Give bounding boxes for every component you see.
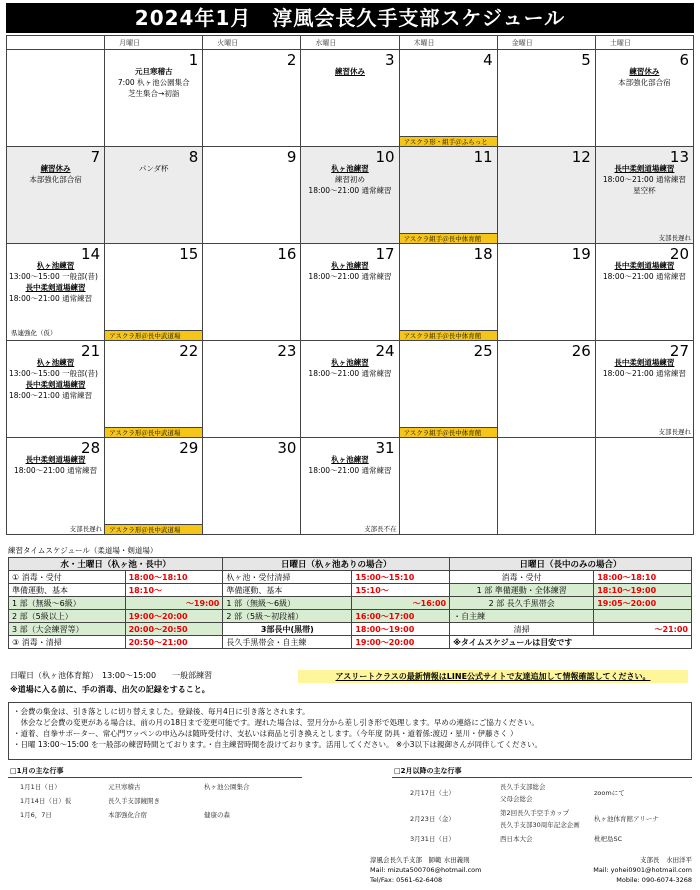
calendar-day-cell[interactable] — [399, 50, 497, 147]
cell-line: 長中柔剣道場練習 — [25, 455, 86, 464]
calendar-day-cell[interactable] — [301, 438, 399, 535]
weekday-header — [7, 36, 105, 50]
cell-events — [303, 66, 396, 77]
info-box — [8, 702, 692, 760]
schedule-label: 消毒・受付 — [450, 571, 594, 584]
calendar-day-cell[interactable] — [7, 438, 105, 535]
cell-line: 杁ヶ池練習 — [331, 164, 369, 173]
event-cell: 本部強化合宿 — [108, 811, 147, 819]
info-line: ・会費の集金は、引き落としに切り替えました。登録後、毎月4日に引き落とされます。 — [13, 707, 310, 716]
cell-footnote: 支部長遅れ — [658, 428, 691, 436]
day-number: 28 — [81, 439, 101, 457]
sunday-note: 日曜日（杁ヶ池体育館） 13:00～15:00 一般部練習 — [10, 671, 213, 680]
cell-line: 本部強化部合宿 — [618, 78, 671, 87]
calendar-day-cell[interactable] — [497, 50, 595, 147]
hygiene-note: ※道場に入る前に、手の消毒、出欠の記録をすること。 — [10, 685, 210, 694]
day-number: 23 — [277, 342, 297, 360]
calendar-day-cell[interactable] — [595, 147, 693, 244]
athlete-class-bar: アスクラ形・組手＠ふらっと — [400, 136, 497, 146]
calendar-day-cell[interactable] — [105, 438, 203, 535]
calendar-day-cell[interactable] — [203, 147, 301, 244]
weekday-header: 水曜日 — [301, 36, 399, 50]
day-number: 26 — [571, 342, 591, 360]
calendar-table — [6, 35, 694, 535]
cell-line: 長中柔剣道場練習 — [614, 164, 675, 173]
cell-line: 杁ヶ池練習 — [36, 358, 75, 367]
cell-line: 芝生集合→初詣 — [128, 89, 180, 98]
weekday-header: 金曜日 — [497, 36, 595, 50]
event-cell: 枇杷島SC — [594, 835, 623, 843]
calendar-day-cell[interactable] — [105, 50, 203, 147]
event-cell: 2月23日（金） — [410, 815, 455, 823]
cell-line: 長中柔剣道場練習 — [614, 261, 675, 270]
calendar-day-cell[interactable] — [301, 50, 399, 147]
schedule-time — [594, 610, 692, 623]
calendar-day-cell[interactable] — [7, 147, 105, 244]
cell-line: 長中柔剣道場練習 — [25, 380, 86, 389]
cell-line: 杁ヶ池練習 — [331, 455, 369, 464]
schedule-label: 長久手黒帯会・自主練 — [223, 636, 352, 649]
cell-events — [303, 357, 396, 379]
schedule-label: 清掃 — [450, 623, 594, 636]
calendar-day-cell[interactable] — [399, 341, 497, 438]
cell-line: 長中柔剣道場練習 — [614, 358, 675, 367]
cell-footnote: 県連強化（仮） — [11, 329, 57, 337]
event-cell: 西日本大会 — [500, 835, 533, 843]
event-cell: 元旦寒稽古 — [108, 783, 141, 791]
cell-events — [598, 66, 691, 88]
calendar-day-cell[interactable] — [595, 438, 693, 535]
event-cell: 杁ヶ池公園集合 — [204, 783, 250, 791]
schedule-column-header: 日曜日（長中のみの場合） — [450, 558, 692, 571]
calendar-day-cell[interactable] — [7, 341, 105, 438]
cell-line: 18:00～21:00 通常練習 — [14, 466, 98, 475]
day-number: 29 — [179, 439, 199, 457]
schedule-time: 18:00～19:00 — [352, 623, 450, 636]
schedule-label: 2 部（5級～初段補） — [223, 610, 352, 623]
events-jan-heading: □1月の主な行事 — [10, 767, 64, 775]
schedule-column-header: 水・土曜日（杁ヶ池・長中） — [9, 558, 223, 571]
calendar-day-cell[interactable] — [497, 147, 595, 244]
event-cell: 健康の森 — [204, 811, 230, 819]
calendar-day-cell[interactable] — [399, 147, 497, 244]
cell-footnote: 支部長不在 — [364, 525, 397, 533]
practice-schedule-table — [8, 557, 692, 649]
cell-events — [598, 163, 691, 196]
cell-events — [9, 163, 102, 185]
day-number: 15 — [179, 245, 199, 263]
calendar-day-cell[interactable] — [595, 341, 693, 438]
calendar-day-cell[interactable] — [7, 50, 105, 147]
contact-name: 支部長 水田洋平 — [640, 856, 692, 864]
day-number: 12 — [571, 148, 591, 166]
cell-line: 18:00～21:00 通常練習 — [602, 369, 686, 378]
contact-tel: Mobile: 090-6074-3268 — [616, 876, 692, 884]
weekday-header: 木曜日 — [399, 36, 497, 50]
schedule-time: 19:00～20:00 — [352, 636, 450, 649]
day-number: 24 — [375, 342, 395, 360]
cell-line: 長中柔剣道場練習 — [25, 283, 86, 292]
cell-events — [303, 454, 396, 476]
athlete-class-bar: アスクラ形＠長中武道場 — [105, 524, 202, 534]
schedule-label: 準備運動、基本 — [9, 584, 126, 597]
cell-line: 練習初め — [334, 175, 365, 184]
schedule-time: ～16:00 — [352, 597, 450, 610]
cell-line: 18:00～21:00 通常練習 — [308, 272, 392, 281]
cell-events — [9, 454, 102, 476]
calendar-day-cell[interactable] — [203, 50, 301, 147]
day-number: 19 — [571, 245, 591, 263]
day-number: 25 — [473, 342, 493, 360]
schedule-label: ※タイムスケジュールは目安です — [450, 636, 692, 649]
schedule-label: 2 部 長久手黒帯会 — [450, 597, 594, 610]
schedule-time: 18:00～18:10 — [125, 571, 223, 584]
calendar-day-cell[interactable] — [301, 147, 399, 244]
day-number: 22 — [179, 342, 199, 360]
contact-name: 淳風会長久手支部 師範 水田義則 — [370, 856, 470, 864]
event-cell: 1月6，7日 — [20, 811, 52, 819]
weekday-header: 火曜日 — [203, 36, 301, 50]
schedule-label: 杁ヶ池・受付清掃 — [223, 571, 352, 584]
cell-line: 星空杯 — [633, 186, 656, 195]
day-number: 21 — [81, 342, 101, 360]
athlete-class-bar: アスクラ組手＠長中体育館 — [400, 427, 497, 437]
event-cell: 杁ヶ池体育館アリーナ — [594, 815, 659, 823]
schedule-time: 20:00～20:50 — [125, 623, 223, 636]
line-banner[interactable]: アスリートクラスの最新情報はLINE公式サイトで友達追加して情報確認してください。 — [298, 670, 688, 683]
cell-line: 18:00～21:00 通常練習 — [602, 175, 686, 184]
contact-mail[interactable]: Mail: yohei0901@hotmail.com — [593, 866, 692, 874]
event-cell: 長久手支部総会 父母会総会 — [500, 783, 546, 803]
weekday-header: 土曜日 — [595, 36, 693, 50]
day-number: 3 — [385, 51, 395, 69]
athlete-class-bar: アスクラ形＠長中武道場 — [105, 427, 202, 437]
schedule-time: 18:10～19:00 — [594, 584, 692, 597]
cell-line: 13:00～15:00 一般部(昔) — [9, 369, 98, 378]
athlete-class-bar: アスクラ組手＠長中体育館 — [400, 233, 497, 243]
cell-line: 18:00～21:00 通常練習 — [308, 466, 392, 475]
day-number: 6 — [679, 51, 689, 69]
day-number: 16 — [277, 245, 297, 263]
day-number: 5 — [581, 51, 591, 69]
day-number: 17 — [375, 245, 395, 263]
cell-events — [107, 66, 200, 99]
calendar-day-cell[interactable] — [595, 50, 693, 147]
athlete-class-bar: アスクラ形＠長中武道場 — [105, 330, 202, 340]
contact-mail[interactable]: Mail: mizuta500706@hotmail.com — [370, 866, 482, 874]
event-cell: 1月1日（日） — [20, 783, 61, 791]
info-line: 休会など会費の変更がある場合は、前の月の18日まで変更可能です。遅れた場合は、翌月分から差し引き形で処理します。早めの連絡にご協力ください。 — [13, 718, 539, 727]
schedule-time: 15:00～15:10 — [352, 571, 450, 584]
cell-footnote: 支部長遅れ — [658, 234, 691, 242]
calendar-day-cell[interactable] — [497, 244, 595, 341]
schedule-time: 19:00～20:00 — [125, 610, 223, 623]
cell-events — [107, 163, 200, 174]
event-cell: 第2回長久手空手カップ 長久手支部30周年記念企画 — [500, 809, 580, 829]
calendar-day-cell[interactable] — [203, 341, 301, 438]
schedule-title: 練習タイムスケジュール（柔道場・剣道場） — [8, 546, 158, 555]
info-line: ・日曜 13:00～15:00 を一般部の練習時間とております。・自主練習時間を設けております。活用してください。 ※小3以下は親御さんが同伴してください。 — [13, 740, 542, 749]
cell-line: 杁ヶ池練習 — [331, 261, 369, 270]
cell-line: 練習休み — [629, 67, 660, 76]
event-cell: 1月14日（日）仮 — [20, 797, 72, 805]
day-number: 13 — [669, 148, 689, 166]
calendar-day-cell[interactable] — [105, 244, 203, 341]
schedule-time: ～21:00 — [594, 623, 692, 636]
cell-line: 杁ヶ池練習 — [331, 358, 369, 367]
schedule-label: 2 部（5級以上） — [9, 610, 126, 623]
schedule-label: 3 部（大会練習等） — [9, 623, 126, 636]
calendar-day-cell[interactable] — [105, 341, 203, 438]
schedule-time: 18:10～ — [125, 584, 223, 597]
cell-events — [303, 260, 396, 282]
day-number: 14 — [81, 245, 101, 263]
events-feb-heading: □2月以降の主な行事 — [394, 767, 462, 775]
cell-line: 7:00 杁ヶ池公園集合 — [117, 78, 190, 87]
cell-line: パンダ杯 — [138, 164, 169, 173]
cell-line: 18:00～21:00 通常練習 — [9, 391, 93, 400]
day-number: 10 — [375, 148, 395, 166]
schedule-time: 19:05～20:00 — [594, 597, 692, 610]
schedule-label: ・自主練 — [450, 610, 594, 623]
day-number: 1 — [188, 51, 199, 69]
schedule-label: 1 部（無級～6級） — [223, 597, 352, 610]
cell-line: 18:00～21:00 通常練習 — [9, 294, 93, 303]
schedule-column-header: 日曜日（杁ヶ池ありの場合） — [223, 558, 450, 571]
day-number: 2 — [286, 51, 297, 69]
cell-events — [598, 260, 691, 282]
cell-line: 元旦寒稽古 — [134, 67, 173, 76]
cell-line: 18:00～21:00 通常練習 — [308, 369, 392, 378]
cell-line: 18:00～21:00 通常練習 — [308, 186, 392, 195]
event-cell: zoomにて — [594, 789, 625, 797]
day-number: 7 — [90, 148, 101, 166]
cell-footnote: 支部長遅れ — [69, 525, 103, 533]
calendar-day-cell[interactable] — [497, 341, 595, 438]
calendar-day-cell[interactable] — [399, 244, 497, 341]
schedule-time: 20:50～21:00 — [125, 636, 223, 649]
day-number: 31 — [375, 439, 395, 457]
day-number: 8 — [188, 148, 199, 166]
calendar-day-cell[interactable] — [301, 244, 399, 341]
weekday-header: 月曜日 — [105, 36, 203, 50]
cell-line: 本部強化部合宿 — [29, 175, 82, 184]
schedule-time: 15:10～ — [352, 584, 450, 597]
schedule-label: 1 部 準備運動・全体練習 — [450, 584, 594, 597]
contact-right — [593, 855, 692, 885]
cell-line: 13:00～15:00 一般部(昔) — [9, 272, 98, 281]
calendar-day-cell[interactable] — [105, 147, 203, 244]
day-number: 9 — [286, 148, 297, 166]
schedule-label: 準備運動、基本 — [223, 584, 352, 597]
day-number: 27 — [669, 342, 689, 360]
schedule-time: ～19:00 — [125, 597, 223, 610]
cell-line: 18:00～21:00 通常練習 — [602, 272, 686, 281]
calendar-day-cell[interactable] — [497, 438, 595, 535]
cell-line: 練習休み — [40, 164, 71, 173]
contact-left — [370, 855, 482, 885]
day-number: 20 — [669, 245, 689, 263]
schedule-label: ① 消毒・受付 — [9, 571, 126, 584]
cell-events — [9, 260, 102, 304]
info-line: ・道着、自拳サポーター、常心門ワッペンの申込みは随時受付け、支払いは商品と引き換えとします。（今年度 防具・道着係:渡辺・星川・伊藤さく ） — [13, 729, 518, 738]
athlete-class-bar: アスクラ組手＠長中体育館 — [400, 330, 497, 340]
calendar-day-cell[interactable] — [399, 438, 497, 535]
day-number: 18 — [473, 245, 493, 263]
schedule-label: ③ 消毒・清掃 — [9, 636, 126, 649]
day-number: 30 — [277, 439, 297, 457]
schedule-label: 3部長中(黒帯) — [223, 623, 352, 636]
schedule-time: 18:00～18:10 — [594, 571, 692, 584]
cell-line: 練習休み — [334, 67, 365, 76]
calendar-day-cell[interactable] — [595, 244, 693, 341]
cell-line: 杁ヶ池練習 — [36, 261, 75, 270]
event-cell: 3月31日（日） — [410, 835, 455, 843]
schedule-time: 16:00～17:00 — [352, 610, 450, 623]
calendar-day-cell[interactable] — [203, 244, 301, 341]
event-cell: 長久手支部鏡開き — [108, 797, 160, 805]
cell-events — [9, 357, 102, 401]
event-cell: 2月17日（土） — [410, 789, 455, 797]
cell-events — [598, 357, 691, 379]
calendar-day-cell[interactable] — [301, 341, 399, 438]
calendar-day-cell[interactable] — [203, 438, 301, 535]
schedule-label: 1 部（無級～6級） — [9, 597, 126, 610]
calendar-day-cell[interactable] — [7, 244, 105, 341]
cell-events — [303, 163, 396, 196]
day-number: 11 — [473, 148, 493, 166]
page-title: 2024年1月 淳風会長久手支部スケジュール — [6, 3, 694, 33]
contact-tel: Tel/Fax: 0561-62-6408 — [370, 876, 443, 884]
day-number: 4 — [483, 51, 493, 69]
